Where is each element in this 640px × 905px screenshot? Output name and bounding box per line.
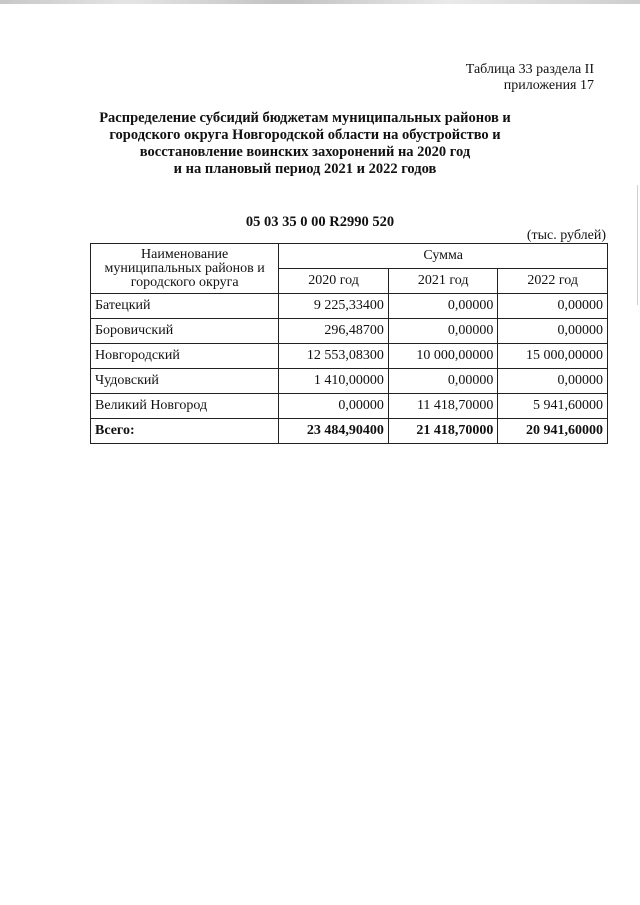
total-2022: 20 941,60000 xyxy=(498,419,608,444)
district-name: Батецкий xyxy=(91,294,279,319)
total-row xyxy=(91,419,608,444)
scan-edge-noise xyxy=(0,0,640,4)
district-name: Чудовский xyxy=(91,369,279,394)
table-row xyxy=(91,394,608,419)
value-2022: 15 000,00000 xyxy=(498,344,608,369)
table-reference xyxy=(466,62,594,94)
sum-column-header: Сумма xyxy=(279,244,608,269)
title-line2: городского округа Новгородской области на обустройство и xyxy=(109,127,501,143)
table-reference-line1: Таблица 33 раздела II xyxy=(465,62,594,77)
title-line1: Распределение субсидий бюджетам муниципальных районов и xyxy=(99,110,511,126)
table-row xyxy=(91,294,608,319)
units-note: (тыс. рублей) xyxy=(526,228,606,243)
table-reference-line2: приложения 17 xyxy=(503,78,594,93)
subsidy-table xyxy=(90,243,608,444)
name-column-header: Наименование муниципальных районов и городского округа xyxy=(91,244,279,294)
value-2021: 0,00000 xyxy=(388,369,498,394)
value-2020: 9 225,33400 xyxy=(279,294,389,319)
table-header-row xyxy=(91,244,608,269)
value-2022: 0,00000 xyxy=(498,369,608,394)
scan-edge-mark xyxy=(637,185,638,305)
district-name: Великий Новгород xyxy=(91,394,279,419)
value-2022: 5 941,60000 xyxy=(498,394,608,419)
value-2022: 0,00000 xyxy=(498,294,608,319)
year-header-2022: 2022 год xyxy=(498,269,608,294)
value-2020: 296,48700 xyxy=(279,319,389,344)
budget-code: 05 03 35 0 00 R2990 520 xyxy=(245,214,395,230)
document-title xyxy=(90,110,520,178)
table-row xyxy=(91,344,608,369)
value-2020: 12 553,08300 xyxy=(279,344,389,369)
table-row xyxy=(91,319,608,344)
value-2021: 11 418,70000 xyxy=(388,394,498,419)
value-2020: 0,00000 xyxy=(279,394,389,419)
district-name: Боровичский xyxy=(91,319,279,344)
value-2020: 1 410,00000 xyxy=(279,369,389,394)
total-2020: 23 484,90400 xyxy=(279,419,389,444)
year-header-2020: 2020 год xyxy=(279,269,389,294)
value-2022: 0,00000 xyxy=(498,319,608,344)
value-2021: 10 000,00000 xyxy=(388,344,498,369)
district-name: Новгородский xyxy=(91,344,279,369)
value-2021: 0,00000 xyxy=(388,294,498,319)
total-label: Всего: xyxy=(91,419,279,444)
value-2021: 0,00000 xyxy=(388,319,498,344)
title-line3: восстановление воинских захоронений на 2020 год xyxy=(139,144,471,160)
table-row xyxy=(91,369,608,394)
total-2021: 21 418,70000 xyxy=(388,419,498,444)
year-header-2021: 2021 год xyxy=(388,269,498,294)
title-line4: и на плановый период 2021 и 2022 годов xyxy=(173,161,437,177)
